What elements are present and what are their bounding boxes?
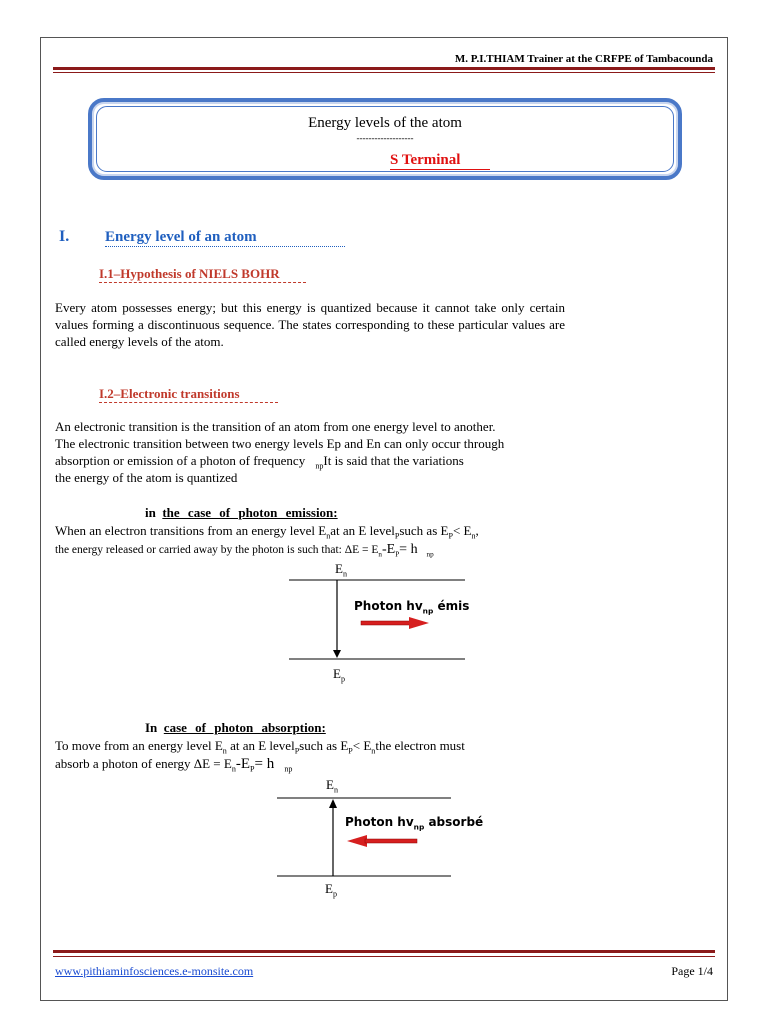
nu-glyph (305, 453, 309, 468)
transitions-line-3: absorption or emission of a photon of frequency $_{np}$It is said that the variations (55, 453, 457, 471)
absorption-lower-level-label: $E_p$ (325, 881, 337, 899)
subsection-heading-bohr: I.1–Hypothesis of NIELS BOHR (99, 266, 306, 283)
absorption-line-2: absorb a photon of energy $\Delta E = E_n-E_P= h$ $_{np}$ (55, 756, 286, 774)
title-dashes: ------------------- (356, 133, 414, 143)
page-frame (40, 37, 728, 1001)
header-rule-thin (53, 72, 715, 73)
footer-rule-thick (53, 950, 715, 953)
footer-website-link[interactable]: www.pithiaminfosciences.e-monsite.com (55, 964, 254, 978)
emission-photon-label: Photon $hv_{np}$ émis (354, 599, 470, 616)
emission-line-2: the energy released or carried away by the photon is such that: $\Delta E = E_n-E_P= h$ $_{np}$ (55, 542, 428, 559)
absorption-line-1: To move from an energy level $E_n$ at an E level$_P$such as $E_P< E_nthe$ electron must (55, 738, 465, 756)
transitions-line-2: The electronic transition between two energy levels Ep and En can only occur through (55, 436, 505, 451)
absorption-arrowhead-up (329, 799, 337, 808)
absorption-heading: In case of photon absorption: (145, 720, 326, 735)
absorption-upper-level-label: $E_n$ (326, 777, 338, 795)
page-number: Page 1/4 (671, 964, 713, 978)
emission-line-1: When an electron transitions from an energy level $E_nat$ an E level$_P$such as $E_P< E_n$, (55, 523, 479, 541)
emission-heading: in the case of photon emission: (145, 505, 338, 520)
section-number: I. (59, 228, 70, 245)
emission-lower-level-label: $E_p$ (333, 666, 345, 684)
absorption-photon-label: Photon $hv_{np}$ absorbé (345, 815, 484, 832)
bohr-paragraph: Every atom possesses energy; but this energy is quantized because it cannot take only certain values forming a discontinuous sequence. The states corresponding to these particular values are called energy levels of the atom. (55, 300, 565, 349)
page-subtitle: S Terminal (390, 152, 490, 170)
absorption-arrow-icon (345, 834, 419, 848)
footer-rule-thin (53, 956, 715, 957)
section-title: Energy level of an atom (105, 228, 345, 247)
header-author: M. P.I.THIAM Trainer at the CRFPE of Tambacounda (454, 53, 713, 65)
header-rule-thick (53, 67, 715, 70)
emission-arrow-icon (359, 616, 431, 630)
page-title: Energy levels of the atom (308, 115, 462, 131)
title-box (88, 98, 682, 180)
subsection-heading-transitions: I.2–Electronic transitions (99, 386, 278, 403)
emission-upper-level-label: $E_n$ (335, 561, 347, 579)
transitions-line-1: An electronic transition is the transition of an atom from one energy level to another. (55, 419, 496, 434)
emission-arrowhead-down (333, 650, 341, 658)
transitions-line-4: the energy of the atom is quantized (55, 470, 238, 485)
